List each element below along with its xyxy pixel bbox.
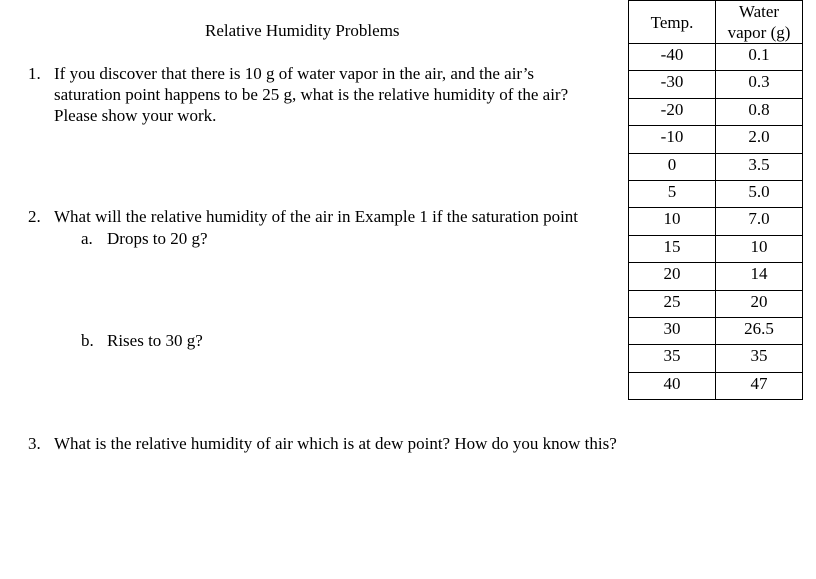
cell-water-vapor: 0.8 xyxy=(716,98,803,125)
subpart-label: b. xyxy=(81,331,94,350)
cell-water-vapor: 7.0 xyxy=(716,208,803,235)
table-row xyxy=(629,208,803,235)
cell-water-vapor: 3.5 xyxy=(716,153,803,180)
subpart-text: Rises to 30 g? xyxy=(107,331,203,350)
table-row xyxy=(629,71,803,98)
cell-water-vapor: 20 xyxy=(716,290,803,317)
cell-temp: -30 xyxy=(629,71,716,98)
cell-water-vapor: 0.1 xyxy=(716,44,803,71)
cell-water-vapor: 2.0 xyxy=(716,126,803,153)
table-row xyxy=(629,317,803,344)
header-line: vapor (g) xyxy=(727,23,791,42)
question-number: 3. xyxy=(28,434,41,453)
question-text xyxy=(54,63,568,126)
subpart-text: Drops to 20 g? xyxy=(107,229,208,248)
cell-temp: -20 xyxy=(629,98,716,125)
cell-temp: 35 xyxy=(629,345,716,372)
table-row xyxy=(629,345,803,372)
cell-water-vapor: 47 xyxy=(716,372,803,399)
cell-water-vapor: 35 xyxy=(716,345,803,372)
header-water-vapor xyxy=(716,1,803,44)
table-row xyxy=(629,235,803,262)
table-row xyxy=(629,180,803,207)
table-row xyxy=(629,98,803,125)
cell-water-vapor: 10 xyxy=(716,235,803,262)
cell-temp: -40 xyxy=(629,44,716,71)
table-row xyxy=(629,153,803,180)
table-row xyxy=(629,290,803,317)
saturation-table xyxy=(628,0,803,400)
question-number: 1. xyxy=(28,64,41,83)
table-row xyxy=(629,263,803,290)
question-text xyxy=(54,206,578,227)
cell-water-vapor: 26.5 xyxy=(716,317,803,344)
cell-temp: 40 xyxy=(629,372,716,399)
table-row xyxy=(629,372,803,399)
header-temp: Temp. xyxy=(629,1,716,44)
cell-temp: 0 xyxy=(629,153,716,180)
cell-water-vapor: 5.0 xyxy=(716,180,803,207)
subpart-label: a. xyxy=(81,229,93,248)
cell-temp: 20 xyxy=(629,263,716,290)
cell-temp: 25 xyxy=(629,290,716,317)
cell-water-vapor: 0.3 xyxy=(716,71,803,98)
table-header-row xyxy=(629,1,803,44)
table-body xyxy=(629,44,803,400)
question-text xyxy=(54,433,617,454)
cell-temp: 10 xyxy=(629,208,716,235)
question-line: What is the relative humidity of air which is at dew point? How do you know this? xyxy=(54,434,617,453)
table-row xyxy=(629,126,803,153)
question-line: saturation point happens to be 25 g, what is the relative humidity of the air? xyxy=(54,85,569,104)
question-line: If you discover that there is 10 g of water vapor in the air, and the air’s xyxy=(54,64,535,83)
page-title: Relative Humidity Problems xyxy=(205,21,400,40)
question-number: 2. xyxy=(28,207,41,226)
question-line: What will the relative humidity of the air in Example 1 if the saturation point xyxy=(54,207,579,226)
cell-temp: 30 xyxy=(629,317,716,344)
cell-temp: -10 xyxy=(629,126,716,153)
cell-temp: 5 xyxy=(629,180,716,207)
cell-temp: 15 xyxy=(629,235,716,262)
cell-water-vapor: 14 xyxy=(716,263,803,290)
header-line: Water xyxy=(738,2,780,21)
question-line: Please show your work. xyxy=(54,106,217,125)
table-row xyxy=(629,44,803,71)
